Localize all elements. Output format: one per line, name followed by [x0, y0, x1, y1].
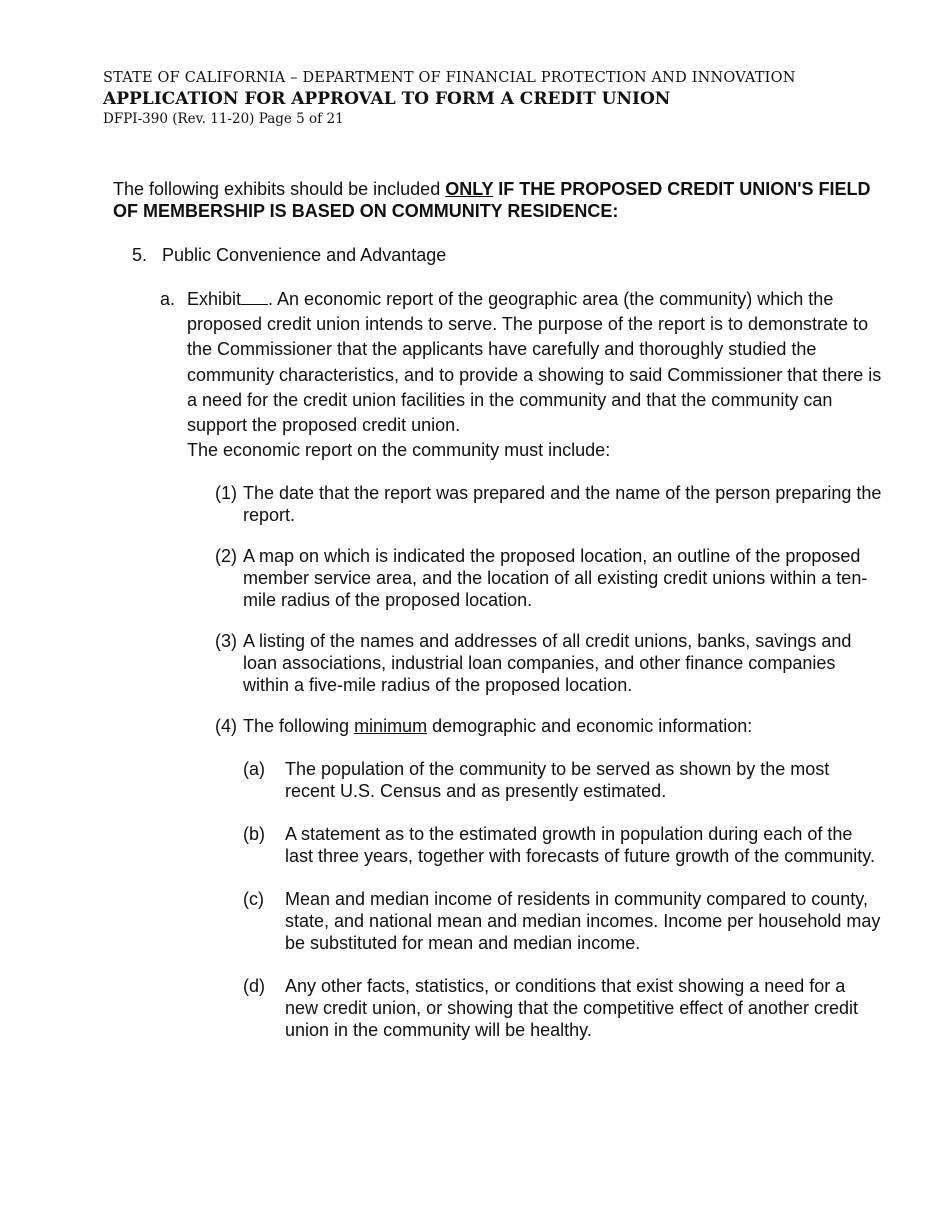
subitem	[113, 758, 883, 802]
agency-line: STATE OF CALIFORNIA – DEPARTMENT OF FINANCIAL PROTECTION AND INNOVATION	[103, 70, 796, 86]
req4-underlined: minimum	[354, 716, 428, 737]
subitem-text: Mean and median income of residents in community compared to county, state, and national mean and median incomes. Income per household may be substituted for mean and median income.	[285, 889, 881, 954]
form-number-page: DFPI-390 (Rev. 11-20) Page 5 of 21	[103, 111, 344, 127]
item-a	[113, 287, 883, 463]
req4-post: demographic and economic information:	[427, 716, 753, 737]
exhibit-word: Exhibit	[187, 289, 242, 309]
requirement-text: A map on which is indicated the proposed location, an outline of the proposed member service area, and the location of all existing credit unions within a ten-mile radius of the proposed location.	[243, 546, 868, 611]
subitem-text: A statement as to the estimated growth in population during each of the last three years, together with forecasts of future growth of the community.	[285, 824, 875, 867]
subitem	[113, 975, 883, 1041]
requirement-label: (1)	[215, 483, 237, 504]
must-include-line: The economic report on the community must include:	[187, 440, 611, 461]
item-a-label: a.	[160, 289, 176, 309]
requirement-item	[113, 482, 883, 526]
requirement-text: A listing of the names and addresses of all credit unions, banks, savings and loan associations, industrial loan companies, and other finance companies within a five-mile radius of the proposed location.	[243, 631, 852, 696]
subitem	[113, 888, 883, 954]
subitem-text: Any other facts, statistics, or conditions that exist showing a need for a new credit union, or showing that the competitive effect of another credit union in the community will be healthy.	[285, 976, 858, 1041]
requirement-label: (2)	[215, 546, 237, 567]
subitems-list	[113, 758, 883, 1041]
subitem-label: (c)	[243, 889, 264, 910]
section-heading	[113, 244, 883, 266]
form-title: APPLICATION FOR APPROVAL TO FORM A CREDIT UNION	[103, 89, 671, 109]
intro-only: ONLY	[445, 179, 494, 199]
document-body	[113, 178, 883, 1041]
intro-rest: IF THE PROPOSED CREDIT UNION'S FIELD OF MEMBERSHIP IS BASED ON COMMUNITY RESIDENCE:	[113, 179, 871, 221]
requirements-list	[113, 482, 883, 696]
requirement-item	[113, 715, 883, 737]
requirement-label: (3)	[215, 631, 237, 652]
item-a-text	[158, 287, 883, 463]
subitem-label: (a)	[243, 759, 265, 780]
requirement-text: The date that the report was prepared and the name of the person preparing the report.	[243, 483, 882, 526]
requirement-item	[113, 545, 883, 611]
requirement-text	[214, 715, 883, 737]
subitem-label: (d)	[243, 976, 265, 997]
section-title: Public Convenience and Advantage	[162, 245, 447, 265]
subitem-label: (b)	[243, 824, 265, 845]
exhibit-number-blank[interactable]	[241, 287, 268, 305]
subitem-text: The population of the community to be served as shown by the most recent U.S. Census and as presently estimated.	[285, 759, 830, 802]
section-number: 5.	[132, 245, 148, 265]
requirement-label: (4)	[215, 716, 237, 737]
intro-lead: The following exhibits should be included	[113, 179, 446, 199]
intro-paragraph	[113, 178, 883, 222]
req4-pre: The following	[243, 716, 355, 737]
item-a-description: . An economic report of the geographic area (the community) which the proposed credit union intends to serve. The purpose of the report is to demonstrate to the Commissioner that the applicants have carefully and thoroughly studied the community characteristics, and to provide a showing to said Commissioner that there is a need for the credit union facilities in the community and that the community can support the proposed credit union.	[187, 289, 882, 436]
requirement-item	[113, 630, 883, 696]
subitem	[113, 823, 883, 867]
form-header	[103, 68, 796, 128]
